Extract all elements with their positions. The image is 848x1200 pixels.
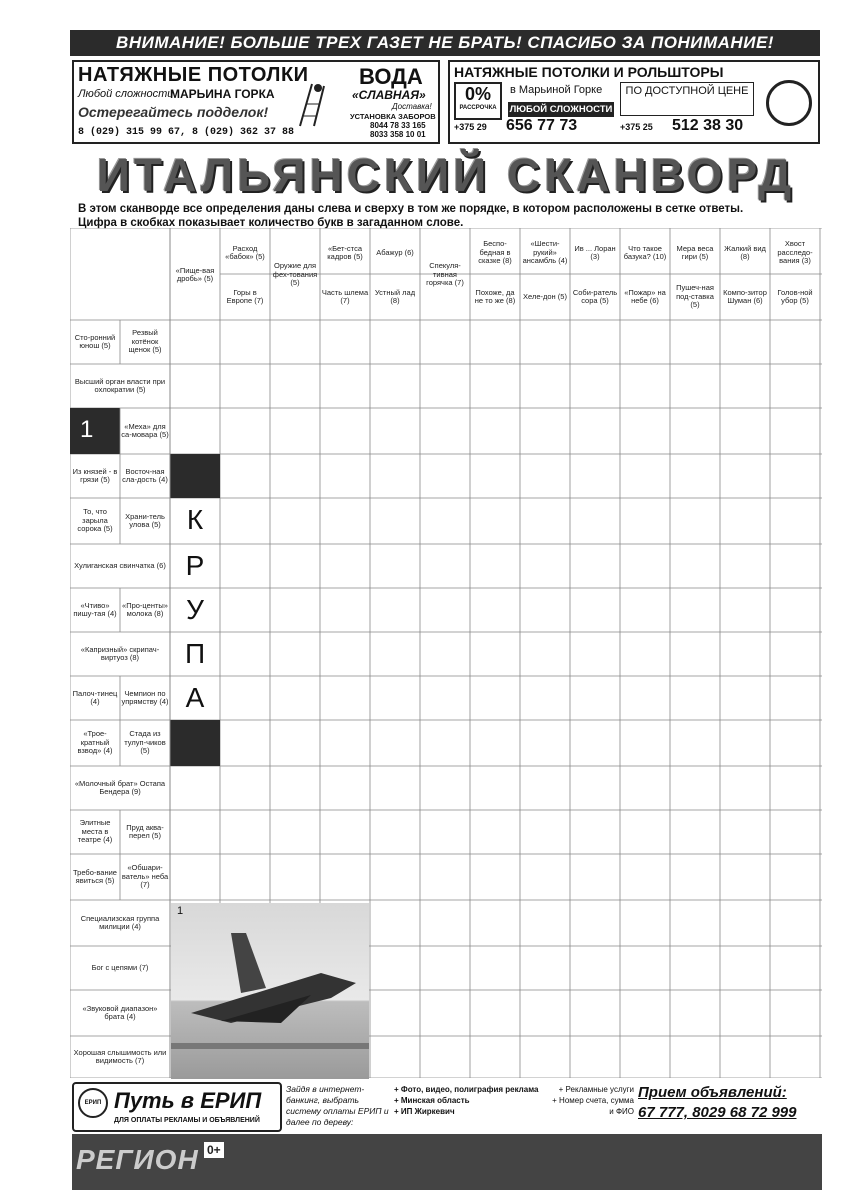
- erip-steps: Зайдя в интернет-банкинг, выбрать систему оплаты ЕРИП и далее по дереву:: [286, 1084, 389, 1127]
- region-logo: РЕГИОН: [76, 1144, 199, 1175]
- top-clue: Ив ... Лоран (3): [574, 243, 616, 261]
- erip-logo-icon: ЕРИП: [78, 1088, 108, 1118]
- left-clue: Стада из тулуп-чиков (5): [124, 729, 166, 756]
- installment-box: [454, 82, 502, 120]
- left-clue: Восточ-ная сла-дость (4): [122, 466, 168, 484]
- left-clue-wide: Специализская группа милиции (4): [80, 913, 160, 931]
- top-clue: «Пище-вая дробь» (5): [175, 265, 215, 283]
- left-clue: «Про-центы» молока (8): [122, 600, 168, 618]
- erip-tree: [394, 1084, 538, 1117]
- warning-banner: ВНИМАНИЕ! БОЛЬШЕ ТРЕХ ГАЗЕТ НЕ БРАТЬ! СПАСИБО ЗА ПОНИМАНИЕ!: [70, 30, 820, 56]
- tree-item-3: + ИП Жиркевич: [394, 1107, 455, 1116]
- intro-line1: В этом сканворде все определения даны слева и сверху в том же порядке, в котором расположены в сетке ответы.: [78, 203, 744, 215]
- answer-letter: У: [186, 594, 204, 625]
- top-clue: Мера веса гири (5): [676, 243, 714, 261]
- top-clue: «Шести-рукий» ансамбль (4): [522, 239, 568, 266]
- left-clue: Сто-ронний юнош (5): [74, 332, 116, 350]
- space-shuttle-photo: [171, 903, 369, 1079]
- ad2-price: ПО ДОСТУПНОЙ ЦЕНЕ: [620, 82, 754, 116]
- ad-warning: Остерегайтесь подделок!: [78, 104, 269, 120]
- left-clue: Пруд аква-перел (5): [126, 822, 164, 840]
- left-clue: «Трое-кратный взвод» (4): [77, 729, 113, 756]
- number-cell: [70, 408, 120, 454]
- ad2-phone2: 512 38 30: [672, 117, 744, 134]
- account-item: + Номер счета, сумма и ФИО: [552, 1096, 634, 1116]
- age-badge: 0+: [204, 1142, 224, 1158]
- left-clue: Чемпион по упрямству (4): [121, 688, 169, 706]
- top-clue-lower: Хеле-дон (5): [523, 291, 567, 301]
- ad2-phone1: 656 77 73: [506, 117, 578, 134]
- ad2-title: НАТЯЖНЫЕ ПОТОЛКИ И РОЛЬШТОРЫ: [454, 64, 724, 80]
- left-clue-wide: Высший орган власти при охлократии (5): [74, 376, 166, 394]
- top-clue-lower: Устный лад (8): [374, 287, 416, 305]
- left-clue: Палоч-тинец (4): [72, 688, 118, 706]
- ad2-complexity: ЛЮБОЙ СЛОЖНОСТИ: [509, 104, 613, 115]
- left-clue: Резвый котёнок щенок (5): [128, 328, 162, 355]
- phone-prefix2: +375 25: [620, 122, 653, 132]
- top-clue-lower: Пушеч-ная под-ставка (5): [676, 283, 714, 310]
- left-clue: «Меха» для са-мовара (5): [121, 421, 169, 439]
- ads-title: Прием объявлений:: [638, 1084, 787, 1101]
- ad-ceilings-right: [448, 60, 820, 144]
- top-clue: Что такое базука? (10): [623, 243, 667, 261]
- ads-phones: 67 777, 8029 68 72 999: [638, 1104, 797, 1121]
- left-clue-wide: Хорошая слышимость или видимость (7): [73, 1047, 167, 1065]
- top-clue-lower: Часть шлема (7): [321, 287, 369, 305]
- top-clue: Жалкий вид (8): [724, 243, 766, 261]
- brand-circle-icon: [766, 80, 812, 126]
- left-clue: «Обшари-ватель» неба (7): [121, 863, 169, 890]
- top-clue-lower: Голов-ной убор (5): [777, 287, 813, 305]
- left-clue-wide: Бог с цепями (7): [91, 962, 149, 972]
- erip-box: [72, 1082, 282, 1132]
- top-clue: Абажур (6): [376, 247, 414, 257]
- ad-subtitle: Любой сложности: [78, 88, 174, 100]
- ad-city: МАРЬИНА ГОРКА: [170, 87, 275, 101]
- left-clue: «Чтиво» пишу-тая (4): [73, 600, 117, 618]
- top-clue: Беспо-бедная в сказке (8): [478, 239, 512, 266]
- water-delivery: Доставка!: [392, 102, 432, 111]
- top-clue: «Бет-стcа кадров (5): [327, 243, 363, 261]
- left-clue-wide: Хулиганская свинчатка (6): [74, 560, 166, 570]
- water-brand: «СЛАВНАЯ»: [352, 88, 426, 102]
- water-phone1: 8044 78 33 165: [370, 121, 426, 130]
- clue-number: 1: [80, 416, 94, 443]
- top-clue-lower: Компо-зитор Шуман (6): [723, 287, 767, 305]
- tree-item-1: + Фото, видео, полиграфия реклама: [394, 1085, 539, 1094]
- left-clue-wide: «Капризный» скрипач-виртуоз (8): [80, 644, 160, 662]
- left-clue-wide: «Молочный брат» Остапа Бендера (9): [74, 778, 166, 796]
- erip-services: [548, 1084, 634, 1117]
- top-clue-lower: Горы в Европе (7): [226, 287, 264, 305]
- percent-value: 0%: [464, 84, 491, 104]
- answer-letter: А: [185, 682, 205, 713]
- top-clue: Расход «бабок» (5): [225, 243, 265, 261]
- footer: [72, 1082, 822, 1192]
- answer-letter: К: [186, 504, 204, 535]
- installment-label: РАССРОЧКА: [459, 105, 497, 111]
- phone-prefix1: +375 29: [454, 122, 487, 132]
- water-phone2: 8033 358 10 01: [370, 130, 426, 139]
- top-clue-lower: Похоже, да не то же (8): [474, 287, 516, 305]
- left-clue: Элитные места в театре (4): [77, 818, 113, 845]
- intro-text: [78, 202, 818, 230]
- ad-title: НАТЯЖНЫЕ ПОТОЛКИ: [78, 64, 309, 86]
- water-title: ВОДА: [359, 64, 423, 89]
- worker-ladder-icon: [292, 80, 332, 128]
- ad-ceilings-left: [72, 60, 440, 144]
- answer-letter: П: [184, 638, 206, 669]
- black-cell: [170, 720, 220, 766]
- erip-title: Путь в ЕРИП: [114, 1088, 262, 1113]
- ad2-location: в Марьиной Горке: [510, 84, 603, 96]
- left-clue: Из князей - в грязи (5): [72, 466, 118, 484]
- intro-line2: Цифра в скобках показывает количество букв в загаданном слове.: [78, 217, 464, 229]
- shuttle-icon: [171, 903, 369, 1079]
- left-clue: То, что зарыла сорока (5): [77, 507, 113, 534]
- photo-number: 1: [177, 905, 184, 917]
- imprint-bar: [72, 1134, 822, 1190]
- left-clue: Требо-вание явиться (5): [73, 867, 117, 885]
- top-clue-lower: «Пожар» на небе (6): [624, 287, 666, 305]
- services-item: + Рекламные услуги: [558, 1085, 634, 1094]
- water-service: УСТАНОВКА ЗАБОРОВ: [350, 112, 436, 121]
- page-title: ИТАЛЬЯНСКИЙ СКАНВОРД: [96, 149, 796, 201]
- left-clue: Храни-тель улова (5): [125, 511, 165, 529]
- top-clue: Спекуля-тивная горячка (7): [426, 261, 464, 288]
- erip-sub: ДЛЯ ОПЛАТЫ РЕКЛАМЫ И ОБЪЯВЛЕНИЙ: [114, 1117, 260, 1124]
- tree-item-2: + Минская область: [394, 1096, 470, 1105]
- top-clue-lower: Соби-ратель сора (5): [572, 287, 618, 305]
- answer-letter: Р: [185, 550, 205, 581]
- black-cell: [170, 454, 220, 498]
- left-clue-wide: «Звуковой диапазон» брата (4): [82, 1003, 158, 1021]
- ad-phones: 8 (029) 315 99 67, 8 (029) 362 37 88: [78, 127, 295, 138]
- top-clue: Хвост расследо-вания (3): [777, 239, 813, 266]
- top-clue: Оружие для фех-тования (5): [272, 261, 318, 288]
